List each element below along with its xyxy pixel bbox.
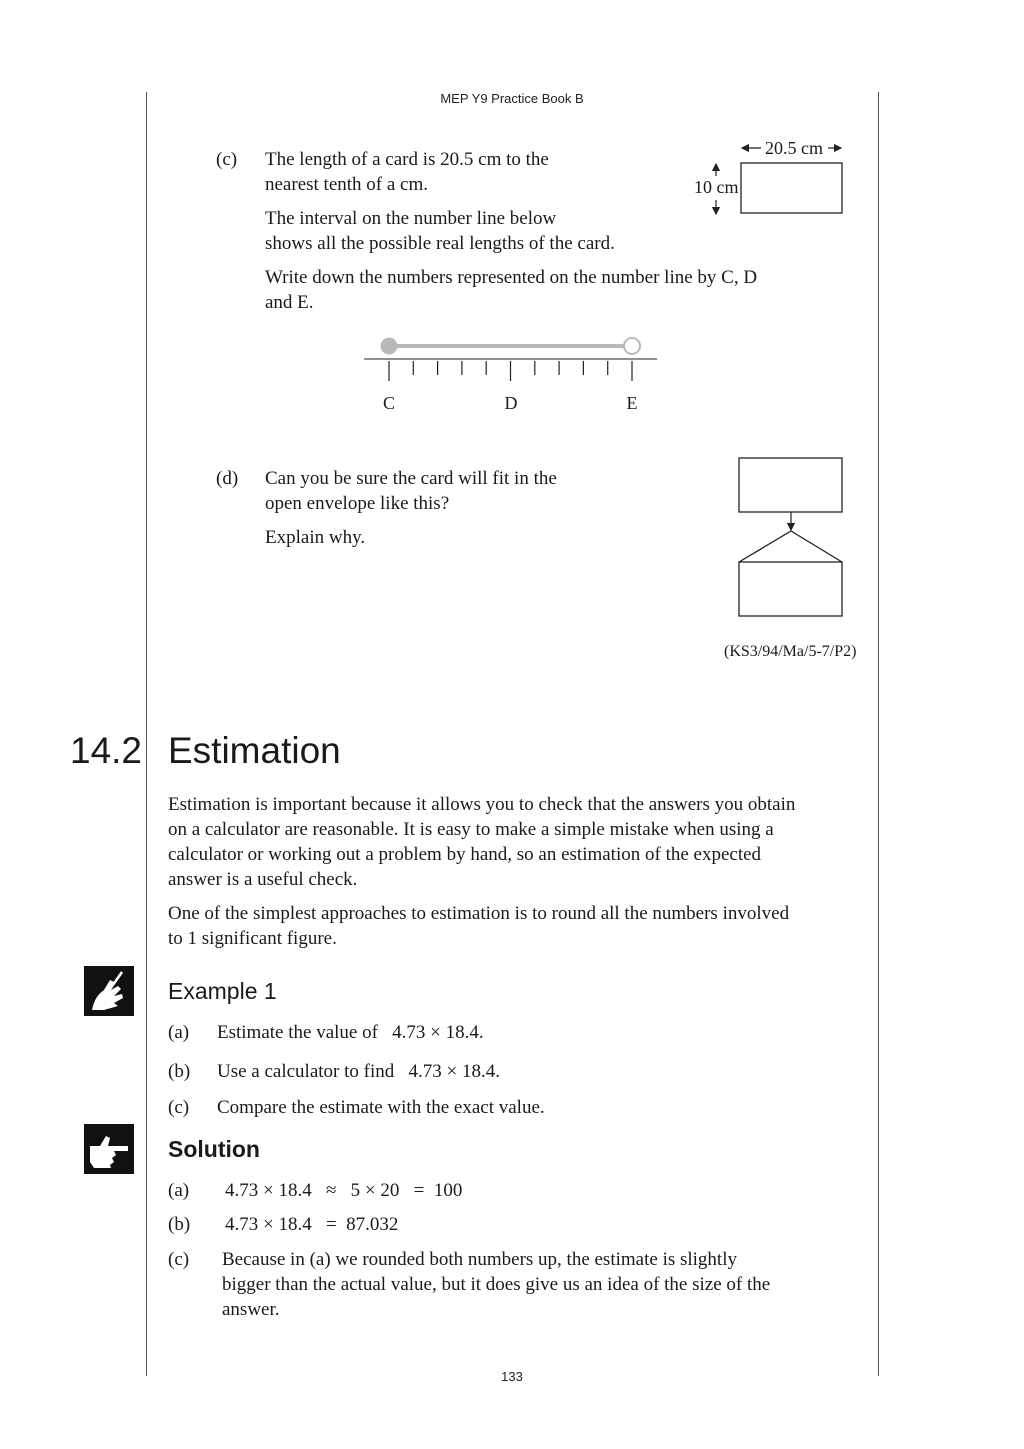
text-span: Estimate the value of (217, 1022, 378, 1043)
solution-heading: Solution (168, 1136, 260, 1162)
text-line: Write down the numbers represented on the number line by C, D (265, 267, 758, 288)
text-line: Can you be sure the card will fit in the (265, 468, 557, 489)
text-line: The interval on the number line below (265, 208, 557, 229)
text-line: bigger than the actual value, but it does give us an idea of the size of the (222, 1274, 771, 1295)
example-heading: Example 1 (168, 978, 277, 1004)
label-c: C (382, 393, 396, 413)
text-line: nearest tenth of a cm. (265, 174, 429, 195)
section-paragraph-2 (168, 901, 789, 951)
part-c-text-1 (265, 147, 549, 197)
text-line: open envelope like this? (265, 493, 450, 514)
section-paragraph-1 (168, 792, 795, 892)
text-line: Explain why. (265, 527, 366, 548)
text-line: One of the simplest approaches to estimation is to round all the numbers involved (168, 903, 790, 924)
example-c-label: (c) (168, 1097, 190, 1118)
part-d-label: (d) (216, 468, 239, 489)
example-b-text (217, 1059, 500, 1084)
part-c-text-2 (265, 206, 615, 256)
text-line: The length of a card is 20.5 cm to the (265, 149, 549, 170)
text-line: answer. (222, 1299, 280, 1320)
part-d-text (265, 466, 557, 550)
envelope-flap (739, 531, 842, 562)
text-line: shows all the possible real lengths of the card. (265, 233, 615, 254)
page-header: MEP Y9 Practice Book B (440, 91, 584, 106)
writing-hand-icon (84, 966, 134, 1016)
label-e: E (626, 393, 638, 413)
part-c-text-3 (265, 265, 757, 315)
text-span: Use a calculator to find (217, 1061, 395, 1082)
example-a-text (217, 1020, 484, 1045)
open-endpoint (624, 338, 640, 354)
pointing-hand-icon (84, 1124, 134, 1174)
example-a-label: (a) (168, 1022, 190, 1043)
period: . (478, 1022, 484, 1043)
solution-a-label: (a) (168, 1180, 190, 1201)
section-number: 14.2 (70, 730, 143, 771)
text-line: answer is a useful check. (168, 869, 358, 890)
text-line: Estimation is important because it allows you to check that the answers you obtain (168, 794, 796, 815)
right-margin-rule (878, 92, 879, 1376)
text-line: Because in (a) we rounded both numbers up, the estimate is slightly (222, 1249, 737, 1270)
page-number: 133 (501, 1369, 523, 1384)
text-line: calculator or working out a problem by hand, so an estimation of the expected (168, 844, 762, 865)
text-line: and E. (265, 292, 314, 313)
solution-b-line: 4.73 × 18.4 = 87.032 (225, 1214, 399, 1235)
card-rectangle (741, 163, 842, 213)
closed-endpoint (381, 338, 397, 354)
number-line (360, 330, 660, 420)
solution-c-text (222, 1247, 770, 1322)
label-d: D (504, 393, 518, 413)
card-rectangle-small (739, 458, 842, 512)
card-height-label: 10 cm (694, 177, 739, 197)
card-diagram (688, 134, 858, 224)
card-width-label: 20.5 cm (765, 138, 823, 158)
solution-b-label: (b) (168, 1214, 191, 1235)
left-margin-rule (146, 92, 147, 1376)
math-expression: 4.73 × 18.4 (392, 1022, 479, 1043)
math-expression: 4.73 × 18.4 (408, 1061, 496, 1082)
example-c-text: Compare the estimate with the exact value. (217, 1097, 545, 1118)
section-title: Estimation (168, 730, 341, 771)
period: . (495, 1061, 500, 1082)
solution-c-label: (c) (168, 1249, 190, 1270)
part-c-label: (c) (216, 149, 238, 170)
text-line: on a calculator are reasonable. It is easy to make a simple mistake when using a (168, 819, 774, 840)
envelope-body (739, 562, 842, 616)
solution-a-line: 4.73 × 18.4 ≈ 5 × 20 = 100 (225, 1180, 463, 1201)
example-b-label: (b) (168, 1061, 191, 1082)
source-reference: (KS3/94/Ma/5-7/P2) (724, 643, 857, 660)
text-line: to 1 significant figure. (168, 928, 337, 949)
tick-marks (389, 361, 632, 381)
envelope-diagram (730, 450, 850, 625)
